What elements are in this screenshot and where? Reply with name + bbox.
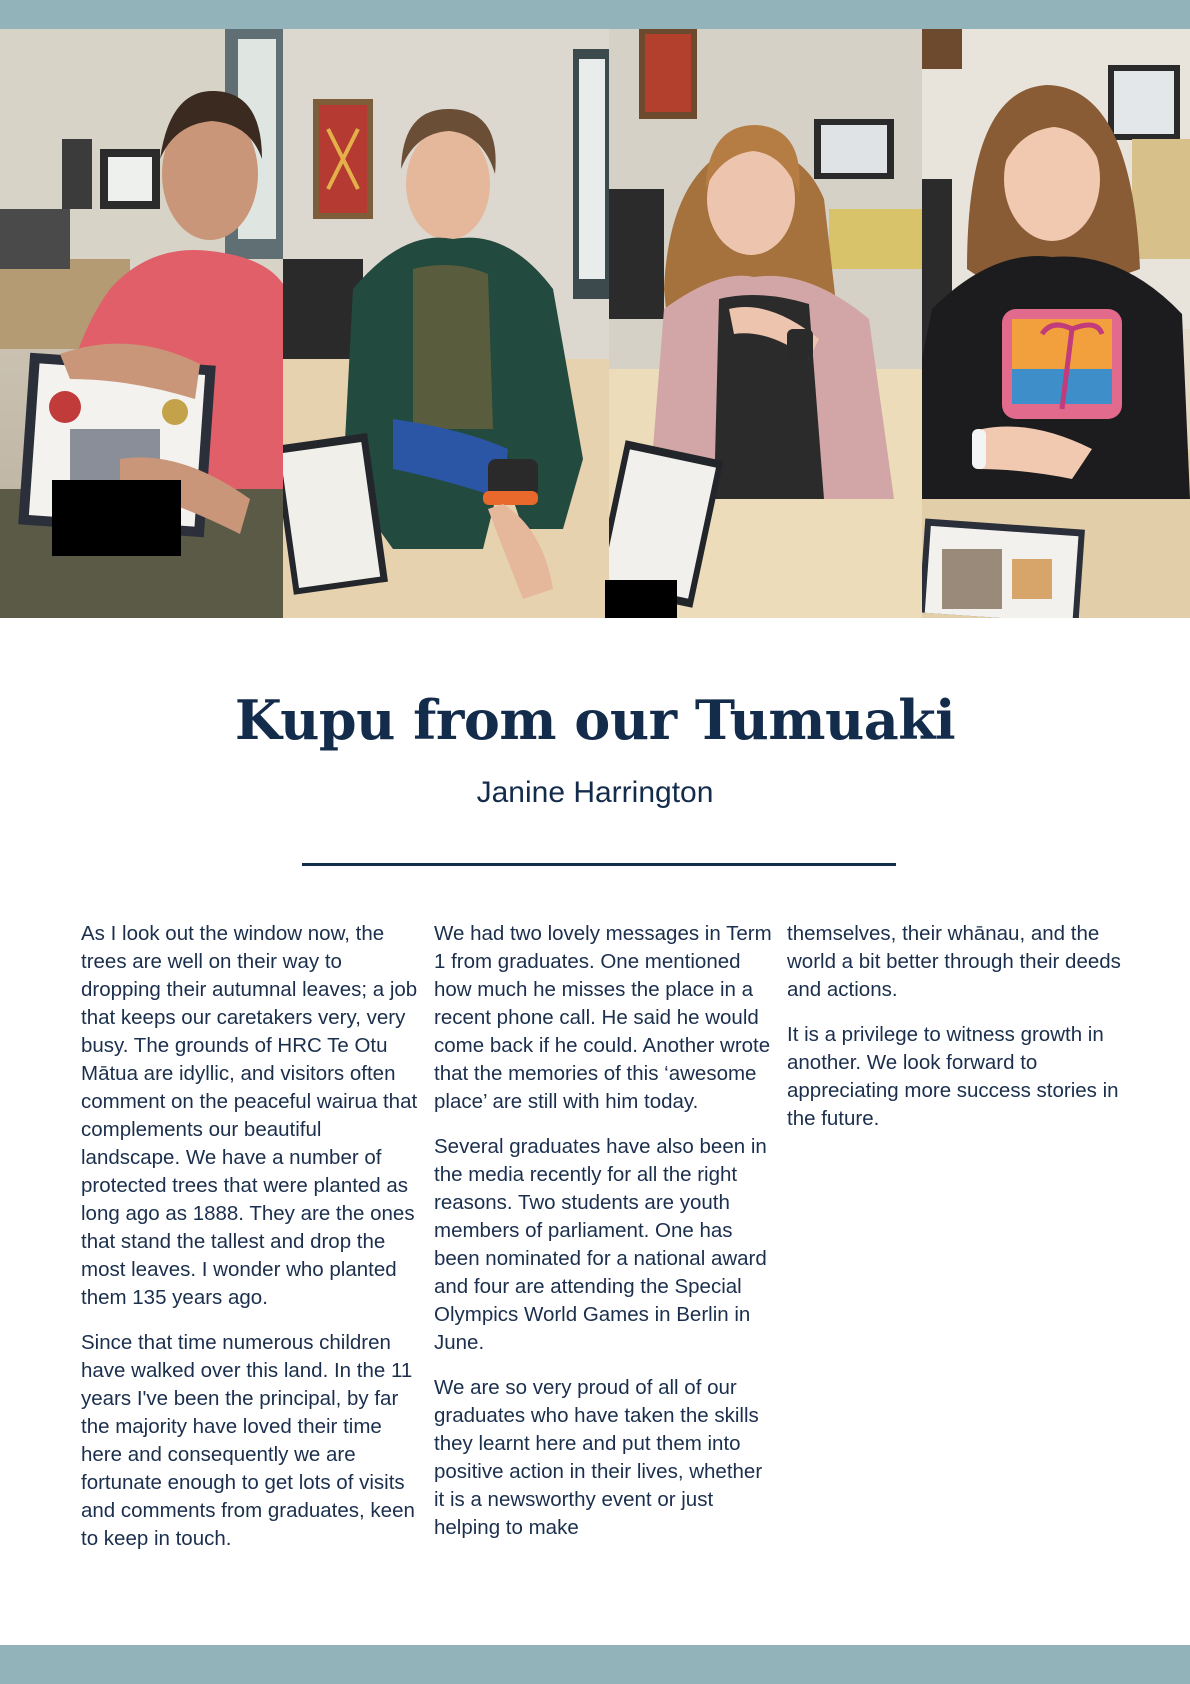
article-title: Kupu from our Tumuaki [234, 688, 956, 752]
paragraph: themselves, their whānau, and the world a bit better through their deeds and actions. [787, 922, 1121, 1001]
redaction-block [52, 480, 181, 556]
redaction-block [609, 580, 677, 618]
paragraph: It is a privilege to witness growth in another. We look forward to appreciating more success stories in the future. [787, 1023, 1119, 1130]
text-column-2 [434, 920, 774, 1559]
photo-girl-pink-cardigan [609, 29, 922, 618]
photo-boy-pink-shirt [0, 29, 283, 618]
paragraph: We are so very proud of all of our graduates who have taken the skills they learnt here and put them into positive action in their lives, whether it is a newsworthy event or just helping to make [434, 1376, 763, 1539]
photo-boy-green-jacket [283, 29, 609, 618]
paragraph: Since that time numerous children have walked over this land. In the 11 years I've been the principal, by far the majority have loved their time here and consequently we are fortunate enough to get lots of visits and comments from graduates, keen to keep in touch. [81, 1331, 415, 1550]
student-photo-strip [0, 29, 1190, 618]
title-divider [302, 863, 896, 866]
article-author: Janine Harrington [476, 776, 714, 809]
photo-girl-black-tshirt [922, 29, 1190, 618]
paragraph: We had two lovely messages in Term 1 from graduates. One mentioned how much he misses the place in a recent phone call. He said he would come back if he could. Another wrote that the memories of this ‘awesome place’ are still with him today. [434, 922, 772, 1113]
top-color-band [0, 0, 1190, 29]
text-column-1 [81, 920, 421, 1570]
paragraph: As I look out the window now, the trees are well on their way to dropping their autumnal leaves; a job that keeps our caretakers very, very busy. The grounds of HRC Te Otu Mātua are idyllic, and visitors often comment on the peaceful wairua that complements our beautiful landscape. We have a number of protected trees that were planted as long ago as 1888. They are the ones that stand the tallest and drop the most leaves. I wonder who planted them 135 years ago. [81, 922, 418, 1309]
paragraph: Several graduates have also been in the media recently for all the right reasons. Two students are youth members of parliament. One has been nominated for a national award and four are attending the Special Olympics World Games in Berlin in June. [434, 1135, 767, 1354]
text-column-3 [787, 920, 1127, 1150]
bottom-color-band [0, 1645, 1190, 1684]
